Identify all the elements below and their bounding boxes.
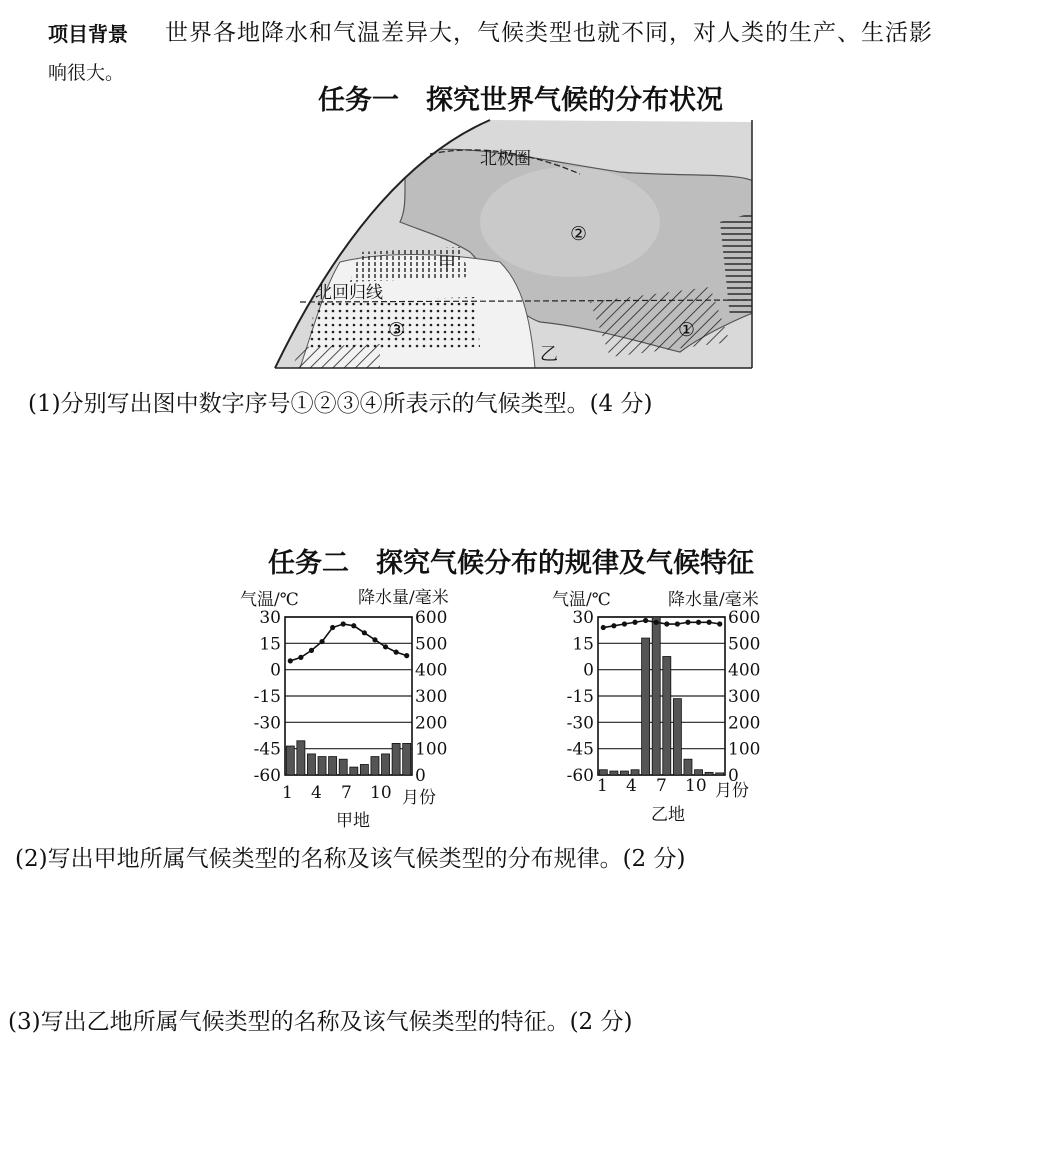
- temperature-point: [330, 625, 335, 630]
- chart-jia-caption: 甲地: [336, 811, 370, 831]
- project-background-text: 世界各地降水和气温差异大，气候类型也就不同，对人类的生产、生活影: [165, 20, 933, 46]
- temp-tick-label: 15: [572, 634, 594, 655]
- precip-bar: [673, 699, 681, 775]
- label-arctic-circle: 北极圈: [480, 149, 531, 169]
- precip-bar: [307, 754, 315, 775]
- temperature-point: [341, 621, 346, 626]
- precip-tick-label: 500: [728, 634, 761, 655]
- world-climate-map: [260, 112, 760, 374]
- precip-tick-label: 100: [415, 739, 448, 760]
- precip-tick-label: 200: [728, 713, 761, 734]
- task2-title: 任务二 探究气候分布的规律及气候特征: [268, 548, 754, 579]
- zone-savanna: [290, 344, 380, 374]
- temperature-point: [717, 621, 722, 626]
- marker-1: ①: [678, 319, 696, 341]
- precip-bar: [329, 757, 337, 775]
- temperature-point: [394, 650, 399, 655]
- precip-bar: [695, 770, 703, 775]
- precip-bar: [403, 743, 411, 775]
- x-tick: 7: [341, 783, 352, 803]
- temp-tick-label: -30: [566, 713, 594, 734]
- precip-bar: [716, 773, 724, 775]
- precip-bar: [318, 757, 326, 775]
- precip-bar: [599, 770, 607, 775]
- temperature-point: [622, 621, 627, 626]
- chart-yi-caption: 乙地: [651, 805, 685, 825]
- precip-bar: [652, 617, 660, 775]
- temperature-point: [601, 625, 606, 630]
- project-background-label: 项目背景: [48, 22, 128, 46]
- precip-tick-label: 300: [415, 687, 448, 707]
- temperature-point: [372, 637, 377, 642]
- temperature-point: [288, 658, 293, 663]
- temperature-point: [685, 620, 690, 625]
- x-tick: 1: [282, 783, 293, 803]
- x-tick: 10: [685, 776, 707, 796]
- temperature-point: [383, 644, 388, 649]
- temp-tick-label: 0: [583, 660, 594, 681]
- precip-tick-label: 600: [728, 608, 761, 628]
- temperature-line: [290, 624, 406, 661]
- temperature-point: [611, 623, 616, 628]
- precip-tick-label: 0: [415, 766, 426, 785]
- question-3: (3)写出乙地所属气候类型的名称及该气候类型的特征。(2 分): [8, 1009, 633, 1035]
- temp-tick-label: -60: [253, 766, 281, 785]
- chart-jia: [240, 605, 485, 785]
- marker-2: ②: [570, 223, 588, 245]
- label-jia: 甲: [438, 254, 456, 275]
- chart-yi-precip-axis-label: 降水量/毫米: [668, 590, 759, 610]
- x-tick: 7: [656, 776, 667, 796]
- temperature-point: [643, 618, 648, 623]
- x-tick: 1: [597, 776, 608, 796]
- marker-3: ③: [388, 319, 406, 341]
- precip-bar: [642, 638, 650, 775]
- precip-tick-label: 400: [415, 660, 448, 681]
- project-background-continuation: 响很大。: [48, 62, 125, 84]
- precip-bar: [286, 746, 294, 775]
- precip-bar: [663, 657, 671, 776]
- precip-bar: [705, 772, 713, 775]
- temperature-line: [603, 621, 719, 628]
- temp-tick-label: -15: [253, 687, 281, 707]
- temp-tick-label: -15: [566, 687, 594, 707]
- temperature-point: [309, 648, 314, 653]
- x-tick: 4: [626, 776, 637, 796]
- precip-bar: [392, 743, 400, 775]
- precip-bar: [371, 757, 379, 775]
- temp-tick-label: -30: [253, 713, 281, 734]
- temperature-point: [351, 623, 356, 628]
- precip-tick-label: 100: [728, 739, 761, 760]
- temp-tick-label: 30: [572, 608, 594, 628]
- temp-tick-label: -45: [566, 739, 594, 760]
- task1-title: 任务一 探究世界气候的分布状况: [318, 85, 723, 116]
- precip-bar: [360, 764, 368, 775]
- precip-bar: [631, 770, 639, 775]
- label-tropic-of-cancer: 北回归线: [315, 283, 383, 303]
- precip-tick-label: 0: [728, 766, 739, 785]
- temperature-point: [707, 620, 712, 625]
- temp-tick-label: 0: [270, 660, 281, 681]
- precip-bar: [610, 771, 618, 775]
- precip-bar: [620, 771, 628, 775]
- question-1: (1)分别写出图中数字序号①②③④所表示的气候类型。(4 分): [28, 391, 653, 417]
- x-unit: 月份: [402, 788, 436, 808]
- temp-tick-label: -45: [253, 739, 281, 760]
- temperature-point: [675, 621, 680, 626]
- precip-tick-label: 500: [415, 634, 448, 655]
- temperature-point: [632, 620, 637, 625]
- chart-jia-precip-axis-label: 降水量/毫米: [358, 588, 449, 608]
- precip-tick-label: 200: [415, 713, 448, 734]
- precip-tick-label: 400: [728, 660, 761, 681]
- question-2: (2)写出甲地所属气候类型的名称及该气候类型的分布规律。(2 分): [15, 846, 686, 872]
- temp-tick-label: -60: [566, 766, 594, 785]
- temp-tick-label: 30: [259, 608, 281, 628]
- x-tick: 10: [370, 783, 392, 803]
- chart-yi: [553, 605, 798, 785]
- temperature-point: [696, 620, 701, 625]
- chart-jia-temp-axis-label: 气温/℃: [240, 590, 299, 610]
- precip-tick-label: 300: [728, 687, 761, 707]
- x-tick: 4: [311, 783, 322, 803]
- temperature-point: [298, 655, 303, 660]
- precip-tick-label: 600: [415, 608, 448, 628]
- precip-bar: [350, 767, 358, 775]
- precip-bar: [382, 754, 390, 775]
- temp-tick-label: 15: [259, 634, 281, 655]
- precip-bar: [684, 759, 692, 775]
- temperature-point: [654, 620, 659, 625]
- precip-bar: [297, 741, 305, 775]
- x-unit: 月份: [715, 781, 749, 801]
- temperature-point: [664, 621, 669, 626]
- precip-bar: [339, 759, 347, 775]
- temperature-point: [319, 639, 324, 644]
- label-yi: 乙: [540, 344, 558, 365]
- chart-yi-temp-axis-label: 气温/℃: [552, 590, 611, 610]
- temperature-point: [362, 630, 367, 635]
- temperature-point: [404, 653, 409, 658]
